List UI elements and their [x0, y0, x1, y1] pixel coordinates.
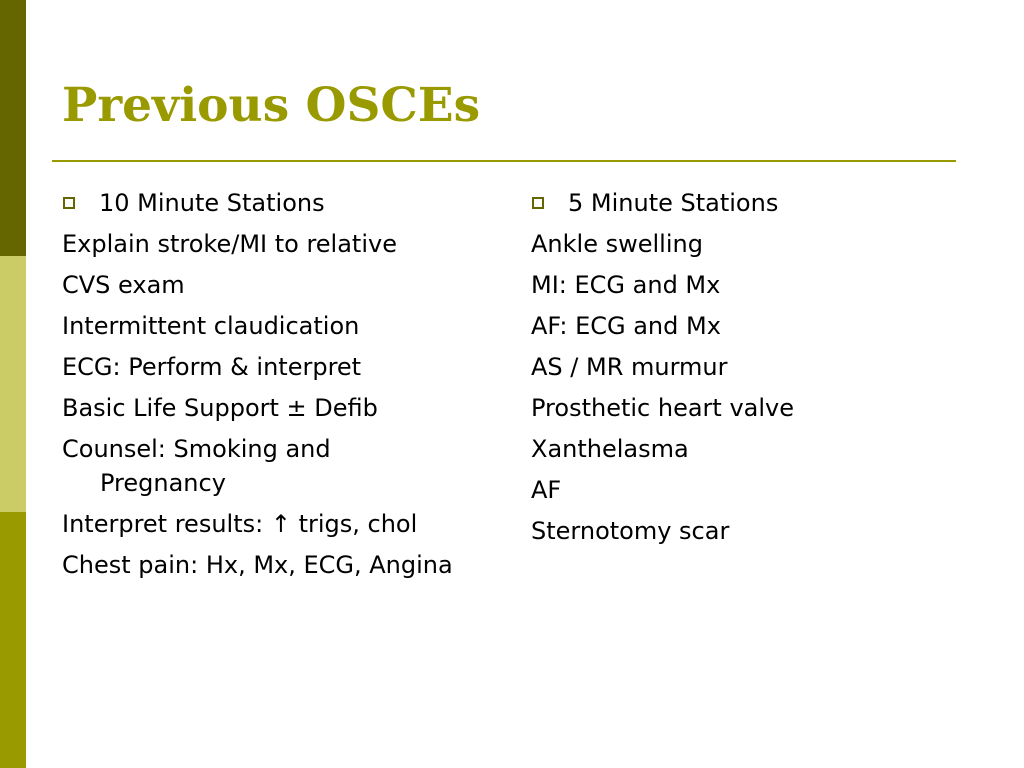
list-item: Prosthetic heart valve	[531, 394, 795, 422]
list-item: Ankle swelling	[531, 230, 703, 258]
list-item: CVS exam	[62, 271, 185, 299]
list-item: ECG: Perform & interpret	[62, 353, 362, 381]
square-bullet-icon	[532, 197, 544, 209]
list-item: MI: ECG and Mx	[531, 271, 721, 299]
left-column-list	[62, 227, 502, 582]
square-bullet-icon	[63, 197, 75, 209]
list-item: Xanthelasma	[531, 435, 689, 463]
title-divider	[52, 160, 956, 162]
left-column-heading	[62, 186, 502, 220]
list-item: Sternotomy scar	[531, 517, 730, 545]
list-item: Basic Life Support ± Defib	[62, 394, 378, 422]
accent-bar-middle	[0, 256, 26, 512]
right-column-heading-text: 5 Minute Stations	[568, 189, 779, 217]
right-column-list	[531, 227, 971, 548]
list-item: AF	[531, 476, 562, 504]
left-column	[62, 186, 502, 582]
list-item: Chest pain: Hx, Mx, ECG, Angina	[62, 551, 453, 579]
right-column	[531, 186, 971, 548]
left-column-heading-text: 10 Minute Stations	[99, 189, 325, 217]
list-item: Intermittent claudication	[62, 312, 360, 340]
accent-bar-top	[0, 0, 26, 256]
list-item: AF: ECG and Mx	[531, 312, 721, 340]
accent-bar-bottom	[0, 512, 26, 768]
slide-title: Previous OSCEs	[62, 78, 481, 133]
list-item: Interpret results: ↑ trigs, chol	[62, 510, 418, 538]
right-column-heading	[531, 186, 971, 220]
list-item: Explain stroke/MI to relative	[62, 230, 397, 258]
list-item: AS / MR murmur	[531, 353, 728, 381]
list-item: Counsel: Smoking and Pregnancy	[62, 435, 331, 497]
